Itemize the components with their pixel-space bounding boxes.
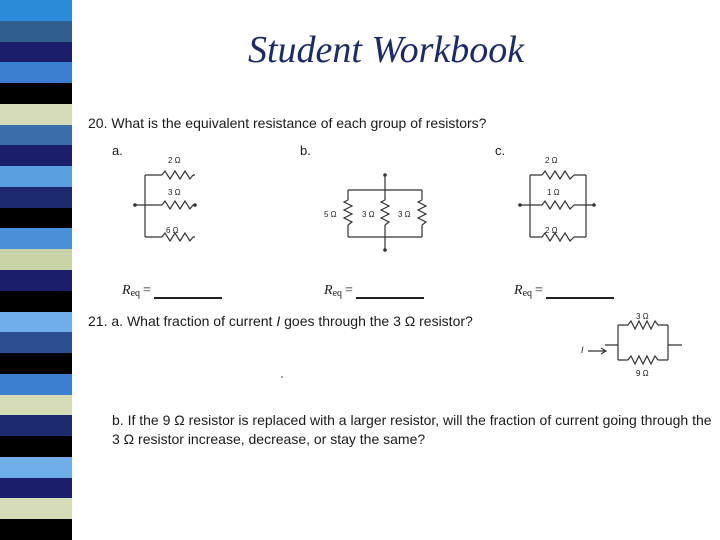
question-20-number: 20.	[88, 115, 108, 131]
resistor-b-right-value: 3 Ω	[398, 210, 411, 219]
resistor-c-middle-value: 1 Ω	[547, 188, 560, 197]
resistor-21-top	[628, 321, 658, 329]
resistor-c-top	[542, 171, 574, 179]
req-line-a	[122, 283, 222, 299]
resistor-c-bottom-value: 2 Ω	[545, 226, 558, 235]
stripe-segment	[0, 332, 72, 353]
stripe-segment	[0, 228, 72, 249]
stripe-segment	[0, 291, 72, 312]
req-line-b	[324, 283, 424, 299]
circuit-b-diagram	[344, 175, 426, 250]
question-21a	[88, 313, 473, 329]
stripe-segment	[0, 457, 72, 478]
resistor-b-right	[418, 200, 426, 225]
stripe-segment	[0, 415, 72, 436]
req-subscript-a: eq	[130, 288, 141, 299]
stripe-segment	[0, 353, 72, 374]
question-21a-label: a.	[111, 313, 124, 329]
stripe-segment	[0, 374, 72, 395]
circuit-21-diagram	[588, 321, 682, 364]
req-equals-c: =	[535, 283, 543, 298]
part-a-label: a.	[112, 143, 123, 158]
resistor-a-bottom-value: 6 Ω	[166, 226, 179, 235]
stripe-segment	[0, 62, 72, 83]
stripe-segment	[0, 83, 72, 104]
question-21b-label: b.	[112, 412, 124, 428]
question-21a-text-end: goes through the 3 Ω resistor?	[280, 313, 473, 329]
req-subscript-c: eq	[522, 288, 533, 299]
stripe-segment	[0, 208, 72, 229]
question-21a-current-var: I	[276, 313, 281, 329]
circuit-a-diagram	[135, 171, 195, 241]
stripe-segment	[0, 42, 72, 63]
resistor-c-top-value: 2 Ω	[545, 156, 558, 165]
answer-blank-c[interactable]	[546, 285, 614, 299]
req-subscript-b: eq	[332, 288, 343, 299]
stripe-segment	[0, 519, 72, 540]
answer-blank-b[interactable]	[356, 285, 424, 299]
resistor-21-top-value: 3 Ω	[636, 312, 649, 321]
resistor-a-top	[162, 171, 193, 179]
stripe-segment	[0, 145, 72, 166]
decorative-stripe-bar	[0, 0, 72, 540]
question-20-text: What is the equivalent resistance of each group of resistors?	[111, 115, 487, 131]
stripe-segment	[0, 395, 72, 416]
part-c-label: c.	[495, 143, 506, 158]
stripe-segment	[0, 21, 72, 42]
resistor-21-bottom-value: 9 Ω	[636, 369, 649, 378]
req-equals-b: =	[345, 283, 353, 298]
stripe-segment	[0, 166, 72, 187]
req-symbol-a: R	[122, 283, 131, 298]
current-arrow	[588, 348, 606, 354]
resistor-21-bottom	[628, 356, 658, 364]
stripe-segment	[0, 187, 72, 208]
stripe-segment	[0, 0, 72, 21]
stripe-segment	[0, 436, 72, 457]
question-21-number: 21.	[88, 313, 108, 329]
answer-blank-a[interactable]	[154, 285, 222, 299]
stripe-segment	[0, 125, 72, 146]
req-equals-a: =	[143, 283, 151, 298]
req-line-c	[514, 283, 614, 299]
resistor-c-middle	[542, 201, 574, 209]
stripe-segment	[0, 104, 72, 125]
resistor-b-left-value: 5 Ω	[324, 210, 337, 219]
question-21b-text: If the 9 Ω resistor is replaced with a larger resistor, will the fraction of current going through the 3 Ω resistor increase, decrease, or stay the same?	[112, 412, 712, 447]
question-21a-text-start: What fraction of current	[126, 313, 277, 329]
resistor-a-middle	[162, 201, 193, 209]
stripe-segment	[0, 498, 72, 519]
stripe-segment	[0, 312, 72, 333]
req-symbol-b: R	[324, 283, 333, 298]
resistor-a-top-value: 2 Ω	[168, 156, 181, 165]
current-label: I	[581, 345, 584, 355]
worksheet-page	[80, 95, 720, 540]
part-b-label: b.	[300, 143, 311, 158]
resistor-b-left	[344, 200, 352, 225]
stripe-segment	[0, 249, 72, 270]
circuit-diagrams	[80, 95, 720, 395]
resistor-b-middle-value: 3 Ω	[362, 210, 375, 219]
req-symbol-c: R	[514, 283, 523, 298]
slide-title: Student Workbook	[248, 29, 525, 71]
question-21b	[112, 411, 712, 449]
resistor-b-middle	[381, 200, 389, 225]
stripe-segment	[0, 478, 72, 499]
resistor-a-middle-value: 3 Ω	[168, 188, 181, 197]
stripe-segment	[0, 270, 72, 291]
